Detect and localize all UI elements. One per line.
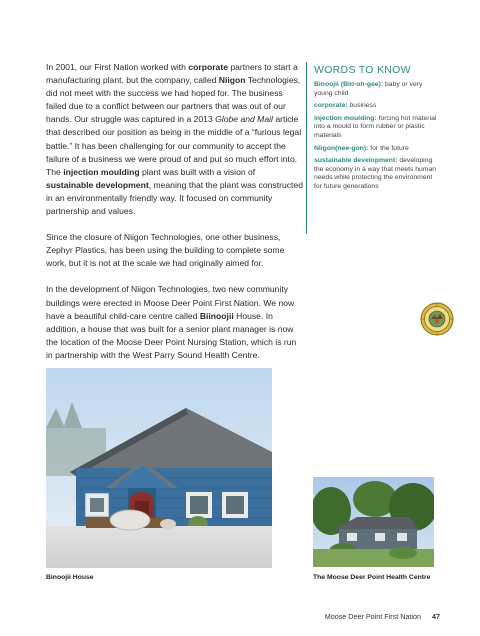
glossary-item bbox=[314, 102, 442, 111]
glossary-term: Binoojii (Bin-oh-gee): bbox=[314, 81, 384, 88]
glossary-item bbox=[314, 115, 442, 141]
glossary-definition: for the future bbox=[368, 144, 409, 152]
moose-deer-point-seal-icon bbox=[420, 302, 454, 336]
text-span: House. In addition, a house that was built for a senior plant manager is now the location of the Moose Deer Point Nursing Station, which is run in partnership with the West Parry Sound Health Centre. bbox=[46, 310, 297, 360]
glossary-term: Niigon(nee-gon): bbox=[314, 144, 369, 152]
glossary-term: sustainable development: bbox=[314, 157, 398, 165]
bold-term-niigon: Niigon bbox=[218, 75, 246, 86]
sidebar-divider bbox=[306, 62, 307, 234]
glossary-definition: forcing hot material into a mould to form rubber or plastic materials bbox=[314, 114, 437, 139]
bold-term-injection-moulding: injection moulding bbox=[63, 166, 140, 177]
caption-binoojii-house: Binoojii House bbox=[46, 574, 94, 581]
text-span: In 2001, our First Nation worked with bbox=[46, 62, 189, 72]
main-text-column bbox=[46, 61, 304, 375]
italic-publication: Globe and Mail bbox=[215, 114, 273, 125]
text-span: , meaning that the plant was constructed in an environmentally friendly way. It focused on community partnership and values. bbox=[46, 179, 303, 217]
glossary-item bbox=[314, 81, 442, 98]
bold-term-biinoojii: Biinoojii bbox=[199, 310, 234, 321]
glossary-definition: developing the economy in a way that meets human needs while protecting the environment for future generations bbox=[314, 157, 437, 190]
page-footer bbox=[0, 612, 440, 621]
sidebar-title: WORDS TO KNOW bbox=[314, 64, 411, 76]
words-to-know-sidebar bbox=[314, 64, 442, 196]
text-span: article that described our position as being in the middle of a “furious legal battle.” It has been challenging for our community to accept the failure of a business we were proud of and put so much effort into. The bbox=[46, 114, 302, 177]
text-span: Technologies, did not meet with the success we had hoped for. The business failed due to a conflict between our partners that was out of our hands. Our struggle was captured in a 2013 bbox=[46, 75, 301, 125]
glossary-definition: business bbox=[347, 102, 377, 110]
health-centre-photo bbox=[313, 477, 434, 567]
glossary-definition: baby or very young child bbox=[314, 81, 423, 97]
bold-term-corporate: corporate bbox=[188, 62, 228, 72]
bold-term-sustainable-development: sustainable development bbox=[46, 179, 149, 190]
glossary-item bbox=[314, 157, 442, 191]
paragraph-1 bbox=[46, 61, 304, 218]
glossary-term: corporate: bbox=[314, 102, 348, 110]
caption-health-centre: The Moose Deer Point Health Centre bbox=[313, 574, 431, 581]
paragraph-3 bbox=[46, 283, 304, 362]
page-number: 47 bbox=[432, 612, 440, 621]
glossary-item bbox=[314, 145, 442, 154]
footer-title: Moose Deer Point First Nation bbox=[324, 612, 421, 621]
text-span: In the development of Niigon Technologies, two new community buildings were erected in Moose Deer Point First Nation. We now have a beautiful child-care centre called bbox=[46, 284, 295, 321]
paragraph-2: Since the closure of Niigon Technologies, one other business, Zephyr Plastics, has been using the building to complete some work, but it is not at the scale we had originally aimed for. bbox=[46, 232, 285, 269]
text-span: partners to start a manufacturing plant, but the company, called bbox=[46, 62, 298, 86]
glossary-term: injection moulding: bbox=[314, 114, 377, 122]
text-span: plant was built with a vision of bbox=[139, 166, 256, 177]
binoojii-house-photo bbox=[46, 368, 272, 568]
